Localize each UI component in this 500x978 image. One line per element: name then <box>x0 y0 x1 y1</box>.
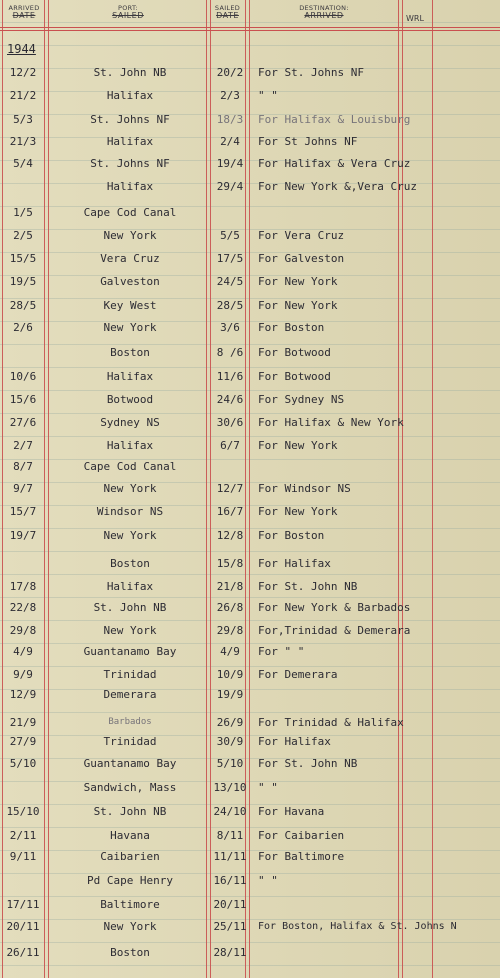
sailed-date: 20/2 <box>216 66 244 79</box>
destination: For Sydney NS <box>258 393 345 406</box>
sailed-date: 11/11 <box>213 850 247 863</box>
sailed-date: 17/5 <box>216 252 244 265</box>
port-name: St. John NB <box>93 601 167 614</box>
port-header-sub: SAILED <box>112 11 144 20</box>
arrived-header-label: ARRIVED <box>8 4 40 12</box>
arrived-date: 1/5 <box>13 206 33 219</box>
destination: " " <box>258 781 278 794</box>
sailed-date: 16/7 <box>216 505 244 518</box>
arrived-date: 12/2 <box>9 66 37 79</box>
sailed-date: 2/4 <box>220 135 240 148</box>
port-name: Guantanamo Bay <box>83 757 177 770</box>
arrived-date: 2/11 <box>9 829 37 842</box>
sailed-date: 8/11 <box>216 829 244 842</box>
arrived-date: 5/3 <box>13 113 33 126</box>
destination: For New York &,Vera Cruz <box>258 180 417 193</box>
port-name: New York <box>103 482 157 495</box>
sailed-date: 10/9 <box>216 668 244 681</box>
port-header <box>50 4 206 20</box>
destination: For Halifax <box>258 735 331 748</box>
destination: " " <box>258 89 278 102</box>
port-name: Halifax <box>106 580 154 593</box>
arrived-date: 5/10 <box>9 757 37 770</box>
port-name: Halifax <box>106 135 154 148</box>
arrived-date: 22/8 <box>9 601 37 614</box>
port-name: New York <box>103 624 157 637</box>
arrived-date: 26/11 <box>6 946 40 959</box>
port-name: Windsor NS <box>96 505 164 518</box>
sailed-date: 28/5 <box>216 299 244 312</box>
port-name: St. Johns NF <box>90 113 170 126</box>
destination: For New York <box>258 505 338 518</box>
port-name: Caibarien <box>100 850 160 863</box>
sailed-header-label: SAILED <box>214 4 241 12</box>
port-name: Baltimore <box>100 898 160 911</box>
port-name: New York <box>103 229 157 242</box>
destination: For Halifax <box>258 557 331 570</box>
port-name: Boston <box>110 346 150 359</box>
arrived-date: 12/9 <box>9 688 37 701</box>
arrived-date: 15/7 <box>9 505 37 518</box>
sailed-date: 26/9 <box>216 716 244 729</box>
sailed-date: 30/9 <box>216 735 244 748</box>
header-rule <box>0 30 500 31</box>
arrived-date: 17/11 <box>6 898 40 911</box>
sailed-date: 24/6 <box>216 393 244 406</box>
arrived-date: 27/6 <box>9 416 37 429</box>
destination-header-sub: ARRIVED <box>304 11 344 20</box>
destination: For Boston <box>258 321 325 334</box>
destination: For Havana <box>258 805 325 818</box>
sailed-date: 16/11 <box>213 874 247 887</box>
sailed-date: 6/7 <box>220 439 240 452</box>
destination: For St. John NB <box>258 580 358 593</box>
sailed-date: 24/10 <box>213 805 247 818</box>
destination: For " " <box>258 645 305 658</box>
port-name: Galveston <box>100 275 160 288</box>
sailed-date: 30/6 <box>216 416 244 429</box>
port-name: St. John NB <box>93 66 167 79</box>
arrived-date: 21/2 <box>9 89 37 102</box>
destination-header-label: DESTINATION: <box>299 4 349 12</box>
port-name: St. John NB <box>93 805 167 818</box>
arrived-date: 10/6 <box>9 370 37 383</box>
destination: For Vera Cruz <box>258 229 345 242</box>
column-rule <box>44 0 45 978</box>
port-header-label: PORT: <box>117 4 139 12</box>
destination: For Trinidad & Halifax <box>258 716 404 729</box>
column-rule <box>249 0 250 978</box>
port-name: Botwood <box>106 393 154 406</box>
destination: For Halifax & New York <box>258 416 404 429</box>
port-name: Pd Cape Henry <box>86 874 174 887</box>
arrived-date: 9/7 <box>13 482 33 495</box>
destination: For St. Johns NF <box>258 66 364 79</box>
arrived-date: 19/5 <box>9 275 37 288</box>
port-name: Halifax <box>106 439 154 452</box>
arrived-date: 4/9 <box>13 645 33 658</box>
port-name: Demerara <box>103 688 157 701</box>
year-label: 1944 <box>7 42 36 56</box>
sailed-date: 4/9 <box>220 645 240 658</box>
destination: For Demerara <box>258 668 338 681</box>
arrived-date: 9/11 <box>9 850 37 863</box>
sailed-date: 15/8 <box>216 557 244 570</box>
arrived-date: 29/8 <box>9 624 37 637</box>
destination: For,Trinidad & Demerara <box>258 624 411 637</box>
arrived-date: 20/11 <box>6 920 40 933</box>
arrived-date: 5/4 <box>13 157 33 170</box>
destination: For New York & Barbados <box>258 601 411 614</box>
destination: For Boston <box>258 529 325 542</box>
arrived-date: 8/7 <box>13 460 33 473</box>
arrived-date: 2/5 <box>13 229 33 242</box>
destination: For Botwood <box>258 346 331 359</box>
sailed-date: 3/6 <box>220 321 240 334</box>
port-name: Boston <box>110 557 150 570</box>
column-rule <box>206 0 207 978</box>
arrived-date: 15/10 <box>6 805 40 818</box>
port-name: Trinidad <box>103 668 157 681</box>
arrived-date: 2/7 <box>13 439 33 452</box>
destination: For Halifax & Vera Cruz <box>258 157 411 170</box>
sailed-date: 18/3 <box>216 113 244 126</box>
sailed-date: 11/6 <box>216 370 244 383</box>
sailed-date: 5/10 <box>216 757 244 770</box>
arrived-date: 21/9 <box>9 716 37 729</box>
port-name: Sydney NS <box>100 416 160 429</box>
port-name: Sandwich, Mass <box>83 781 177 794</box>
destination: For Halifax & Louisburg <box>258 113 411 126</box>
destination: For New York <box>258 275 338 288</box>
destination: For Boston, Halifax & St. Johns N <box>258 921 457 932</box>
port-name: Halifax <box>106 370 154 383</box>
destination-header <box>250 4 398 20</box>
port-name: Halifax <box>106 89 154 102</box>
column-rule <box>48 0 49 978</box>
arrived-date: 15/6 <box>9 393 37 406</box>
destination: For New York <box>258 439 338 452</box>
arrived-date: 21/3 <box>9 135 37 148</box>
port-name: Vera Cruz <box>100 252 160 265</box>
arrived-header-sub: DATE <box>12 11 36 20</box>
arrived-date: 9/9 <box>13 668 33 681</box>
port-name: Havana <box>110 829 150 842</box>
sailed-date: 8 /6 <box>216 346 244 359</box>
sailed-header-sub: DATE <box>216 11 239 20</box>
wrl-header: WRL <box>406 14 424 23</box>
port-name: Guantanamo Bay <box>83 645 177 658</box>
destination: For St. John NB <box>258 757 358 770</box>
sailed-date: 20/11 <box>213 898 247 911</box>
port-name: New York <box>103 920 157 933</box>
sailed-date: 12/8 <box>216 529 244 542</box>
port-name: Barbados <box>108 717 152 727</box>
column-rule <box>2 0 3 978</box>
arrived-date: 27/9 <box>9 735 37 748</box>
sailed-date: 19/9 <box>216 688 244 701</box>
port-name: New York <box>103 321 157 334</box>
destination: For Botwood <box>258 370 331 383</box>
arrived-date: 19/7 <box>9 529 37 542</box>
sailed-date: 29/8 <box>216 624 244 637</box>
destination: For Galveston <box>258 252 345 265</box>
sailed-date: 26/8 <box>216 601 244 614</box>
port-name: St. Johns NF <box>90 157 170 170</box>
sailed-date: 21/8 <box>216 580 244 593</box>
destination: For Windsor NS <box>258 482 351 495</box>
destination: For New York <box>258 299 338 312</box>
sailed-date: 2/3 <box>220 89 240 102</box>
sailed-date: 12/7 <box>216 482 244 495</box>
port-name: Cape Cod Canal <box>83 460 177 473</box>
destination: For Baltimore <box>258 850 345 863</box>
destination: " " <box>258 874 278 887</box>
sailed-date: 24/5 <box>216 275 244 288</box>
sailed-date: 13/10 <box>213 781 247 794</box>
arrived-header <box>4 4 44 20</box>
sailed-date: 19/4 <box>216 157 244 170</box>
arrived-date: 2/6 <box>13 321 33 334</box>
sailed-date: 28/11 <box>213 946 247 959</box>
arrived-date: 17/8 <box>9 580 37 593</box>
sailed-header <box>210 4 245 20</box>
sailed-date: 29/4 <box>216 180 244 193</box>
port-name: New York <box>103 529 157 542</box>
port-name: Cape Cod Canal <box>83 206 177 219</box>
header-rule <box>0 27 500 28</box>
sailed-date: 25/11 <box>213 920 247 933</box>
port-name: Key West <box>103 299 157 312</box>
arrived-date: 15/5 <box>9 252 37 265</box>
destination: For Caibarien <box>258 829 345 842</box>
port-name: Halifax <box>106 180 154 193</box>
sailed-date: 5/5 <box>220 229 240 242</box>
arrived-date: 28/5 <box>9 299 37 312</box>
port-name: Trinidad <box>103 735 157 748</box>
port-name: Boston <box>110 946 150 959</box>
destination: For St Johns NF <box>258 135 358 148</box>
